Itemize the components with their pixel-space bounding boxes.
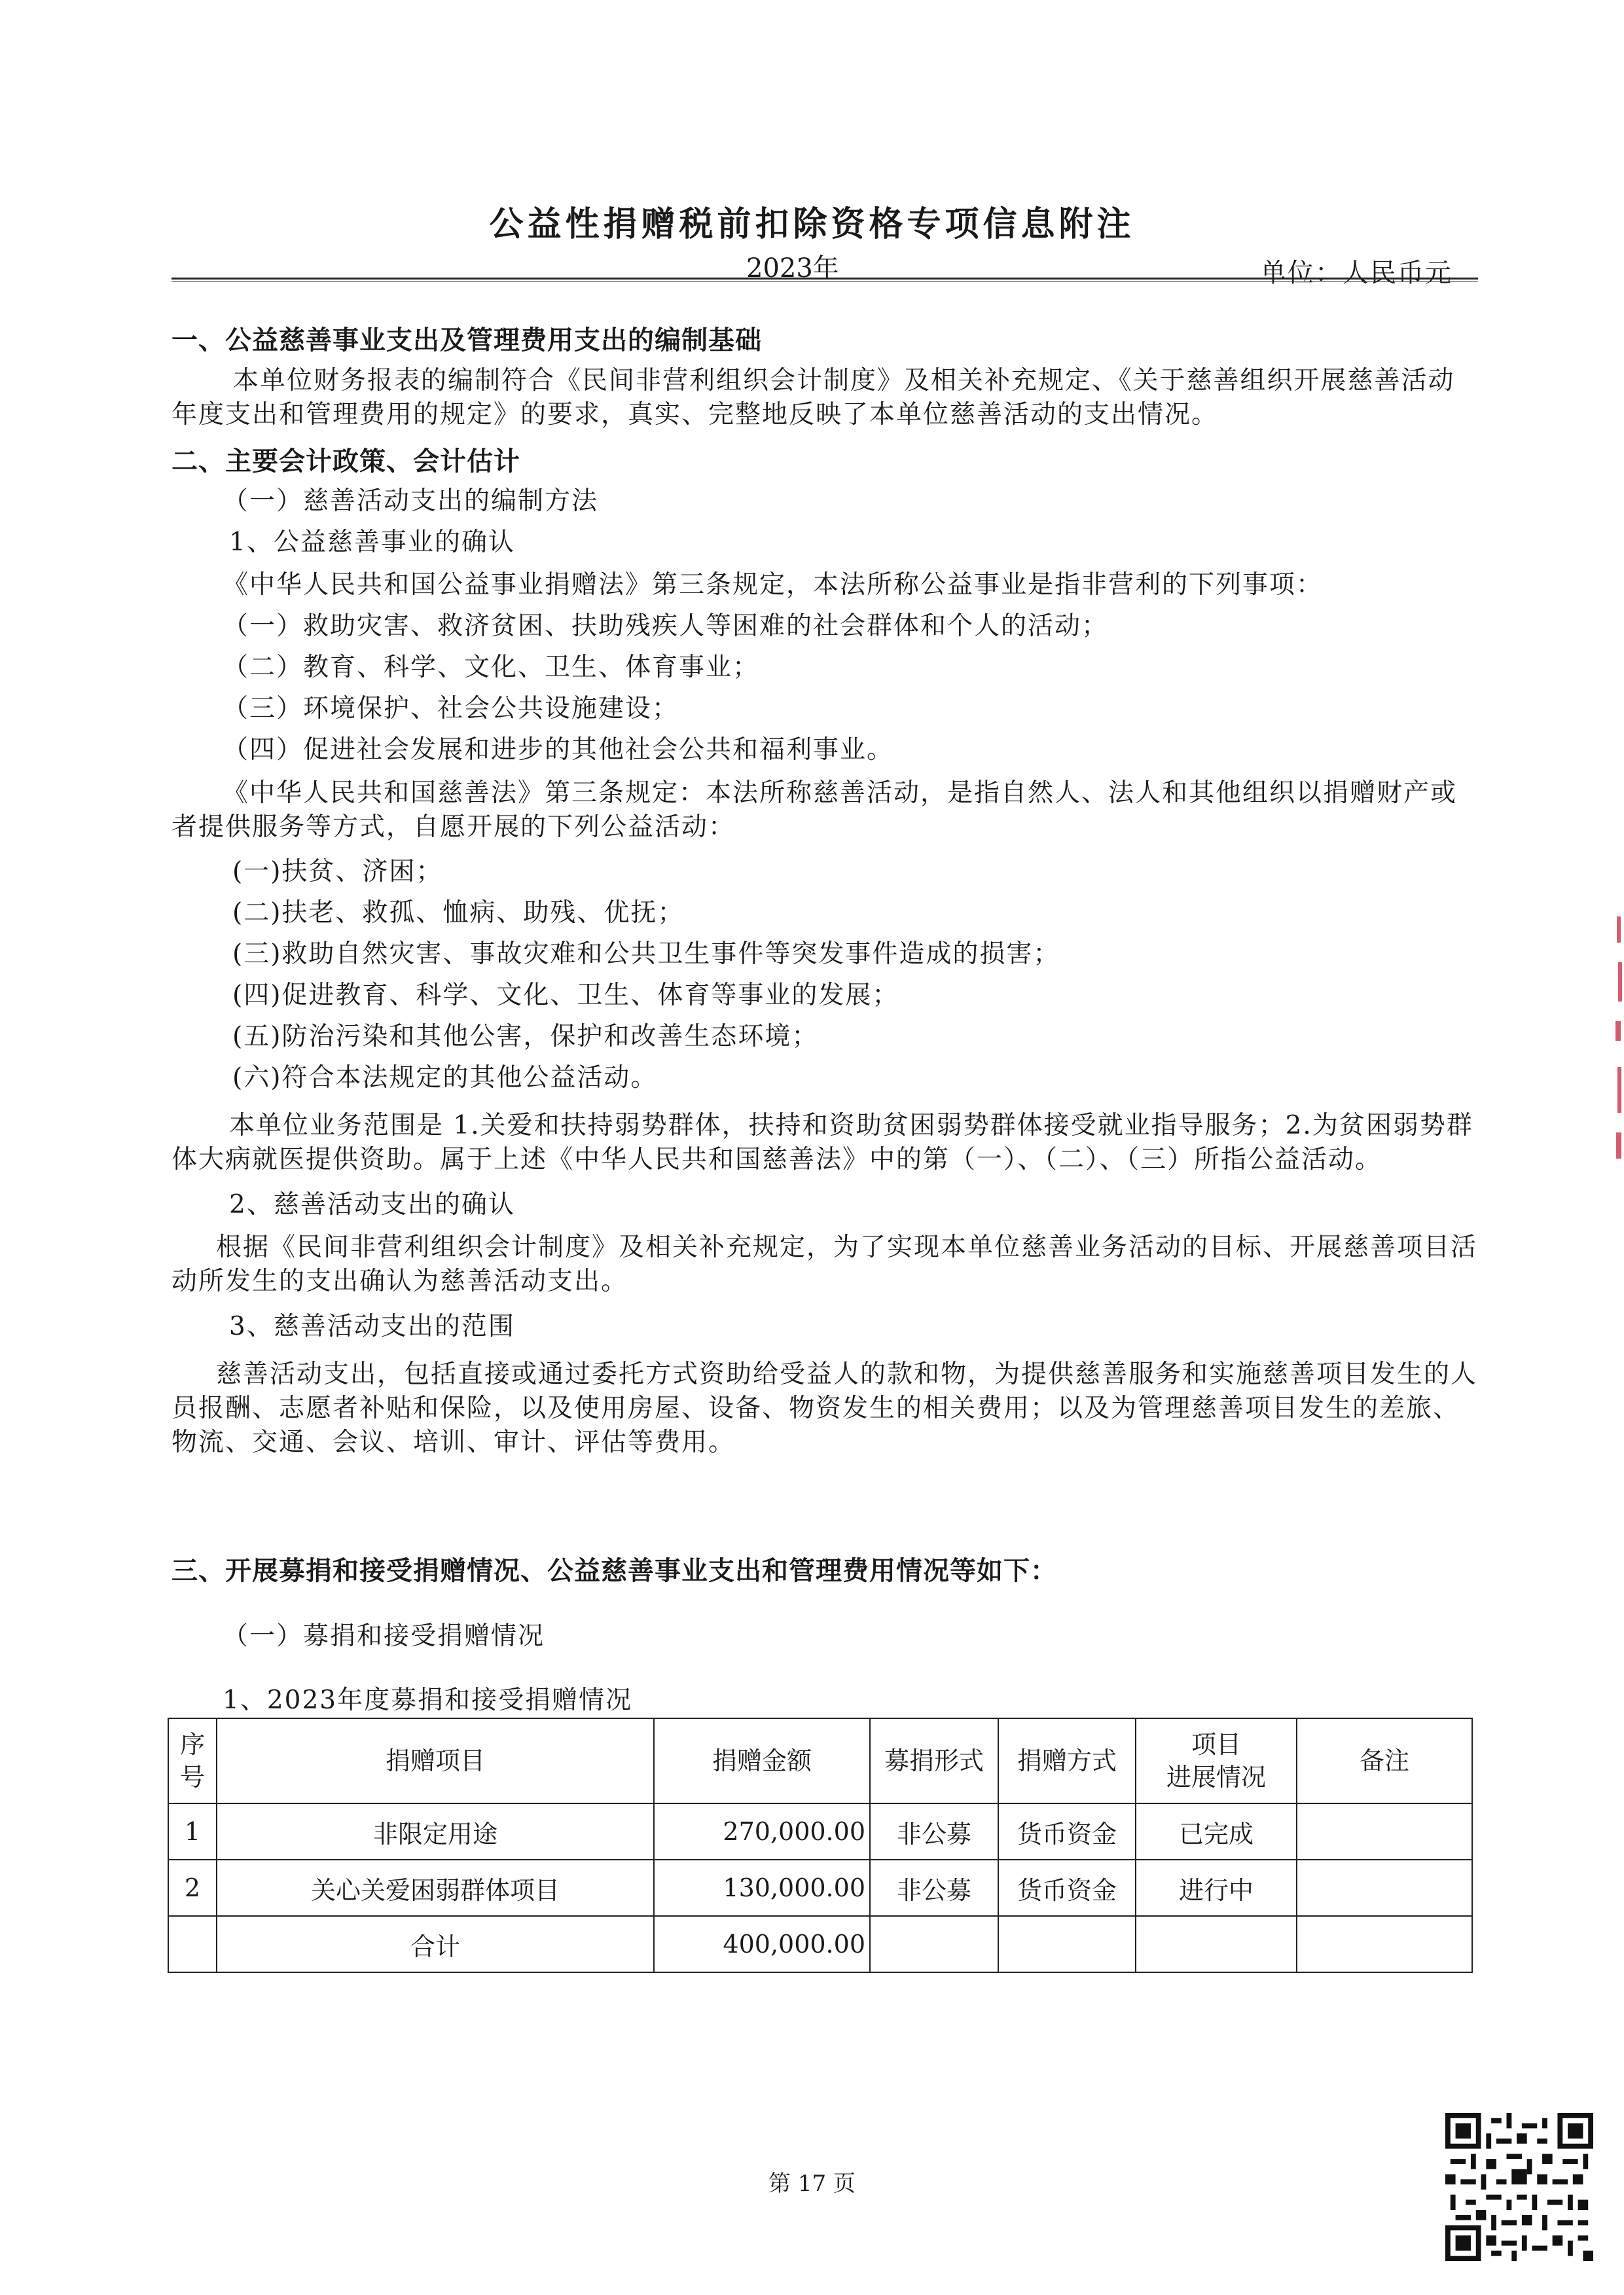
header-divider	[171, 278, 1478, 280]
item2-paragraph: 根据《民间非营利组织会计制度》及相关补充规定，为了实现本单位慈善业务活动的目标、开展慈善项目活动所发生的支出确认为慈善活动支出。	[171, 1233, 1478, 1296]
item3-heading: 3、慈善活动支出的范围	[229, 1312, 515, 1341]
law2-item: (一)扶贫、济困；	[232, 857, 443, 886]
header-cell: 序 号	[168, 1718, 217, 1803]
law1-intro: 《中华人民共和国公益事业捐赠法》第三条规定，本法所称公益事业是指非营利的下列事项：	[223, 570, 1324, 600]
header-cell: 募捐形式	[870, 1718, 998, 1803]
total-blank	[870, 1916, 998, 1972]
project-name: 关心关爱困弱群体项目	[217, 1860, 654, 1916]
note	[1297, 1803, 1472, 1860]
amount: 130,000.00	[654, 1860, 870, 1916]
fundraising-form: 非公募	[870, 1803, 998, 1860]
progress-status: 进行中	[1136, 1860, 1297, 1916]
currency-unit: 单位：人民币元	[1260, 258, 1453, 288]
law1-item: （二）教育、科学、文化、卫生、体育事业；	[223, 653, 760, 682]
law1-item: （四）促进社会发展和进步的其他社会公共和福利事业。	[223, 735, 894, 765]
item2-heading: 2、慈善活动支出的确认	[229, 1190, 515, 1220]
law2-item: (二)扶老、救孤、恤病、助残、优抚；	[232, 898, 685, 928]
table-row	[168, 1803, 1472, 1860]
donation-table	[168, 1718, 1473, 1973]
page-title: 公益性捐赠税前扣除资格专项信息附注	[489, 204, 1135, 244]
row-number: 2	[168, 1860, 217, 1916]
total-amount: 400,000.00	[654, 1916, 870, 1972]
section3-subheading: （一）募捐和接受捐赠情况	[223, 1621, 545, 1651]
law2-item: (三)救助自然灾害、事故灾难和公共卫生事件等突发事件造成的损害；	[232, 939, 1060, 969]
header-cell: 项目 进展情况	[1136, 1718, 1297, 1803]
donation-method: 货币资金	[998, 1803, 1136, 1860]
table-caption: 1、2023年度募捐和接受捐赠情况	[223, 1686, 633, 1715]
note	[1297, 1860, 1472, 1916]
law1-item: （一）救助灾害、救济贫困、扶助残疾人等困难的社会群体和个人的活动；	[223, 611, 1109, 641]
law2-item: (六)符合本法规定的其他公益活动。	[232, 1063, 658, 1093]
header-cell: 捐赠金额	[654, 1718, 870, 1803]
total-blank	[1136, 1916, 1297, 1972]
total-blank	[1297, 1916, 1472, 1972]
amount: 270,000.00	[654, 1803, 870, 1860]
project-name: 非限定用途	[217, 1803, 654, 1860]
section1-paragraph: 本单位财务报表的编制符合《民间非营利组织会计制度》及相关补充规定、《关于慈善组织开展慈善活动年度支出和管理费用的规定》的要求，真实、完整地反映了本单位慈善活动的支出情况。	[171, 366, 1455, 429]
donation-method: 货币资金	[998, 1860, 1136, 1916]
total-label: 合计	[217, 1916, 654, 1972]
section2-subheading: （一）慈善活动支出的编制方法	[223, 486, 599, 516]
qr-code-icon	[1445, 2113, 1593, 2261]
law2-item: (四)促进教育、科学、文化、卫生、体育等事业的发展；	[232, 981, 899, 1010]
table-row	[168, 1860, 1472, 1916]
item3-paragraph: 慈善活动支出，包括直接或通过委托方式资助给受益人的款和物，为提供慈善服务和实施慈善项目发生的人员报酬、志愿者补贴和保险，以及使用房屋、设备、物资发生的相关费用；以及为管理慈善项目发生的差旅、物流、交通、会议、培训、审计、评估等费用。	[171, 1360, 1478, 1457]
total-blank	[168, 1916, 217, 1972]
law2-item: (五)防治污染和其他公害，保护和改善生态环境；	[232, 1022, 819, 1051]
header-cell: 捐赠项目	[217, 1718, 654, 1803]
progress-status: 已完成	[1136, 1803, 1297, 1860]
law1-item: （三）环境保护、社会公共设施建设；	[223, 694, 679, 723]
header-cell: 备注	[1297, 1718, 1472, 1803]
section2-heading: 二、主要会计政策、会计估计	[171, 446, 520, 477]
business-scope-paragraph: 本单位业务范围是 1.关爱和扶持弱势群体，扶持和资助贫困弱势群体接受就业指导服务；2.为贫困弱势群体大病就医提供资助。属于上述《中华人民共和国慈善法》中的第（一）、（二）、（三）所指公益活动。	[171, 1111, 1473, 1174]
fundraising-form: 非公募	[870, 1860, 998, 1916]
header-divider-thin	[171, 281, 1478, 282]
header-cell: 捐赠方式	[998, 1718, 1136, 1803]
table-header-row	[168, 1718, 1472, 1803]
row-number: 1	[168, 1803, 217, 1860]
law2-intro: 《中华人民共和国慈善法》第三条规定：本法所称慈善活动，是指自然人、法人和其他组织以捐赠财产或者提供服务等方式，自愿开展的下列公益活动：	[171, 778, 1458, 842]
section1-heading: 一、公益慈善事业支出及管理费用支出的编制基础	[171, 325, 762, 355]
item1-heading: 1、公益慈善事业的确认	[229, 528, 515, 557]
seal-edge-mark	[1612, 916, 1624, 1165]
table-total-row	[168, 1916, 1472, 1972]
report-year: 2023年	[746, 253, 839, 283]
page-number: 第 17 页	[768, 2171, 856, 2197]
total-blank	[998, 1916, 1136, 1972]
section3-heading: 三、开展募捐和接受捐赠情况、公益慈善事业支出和管理费用情况等如下：	[171, 1555, 1057, 1586]
